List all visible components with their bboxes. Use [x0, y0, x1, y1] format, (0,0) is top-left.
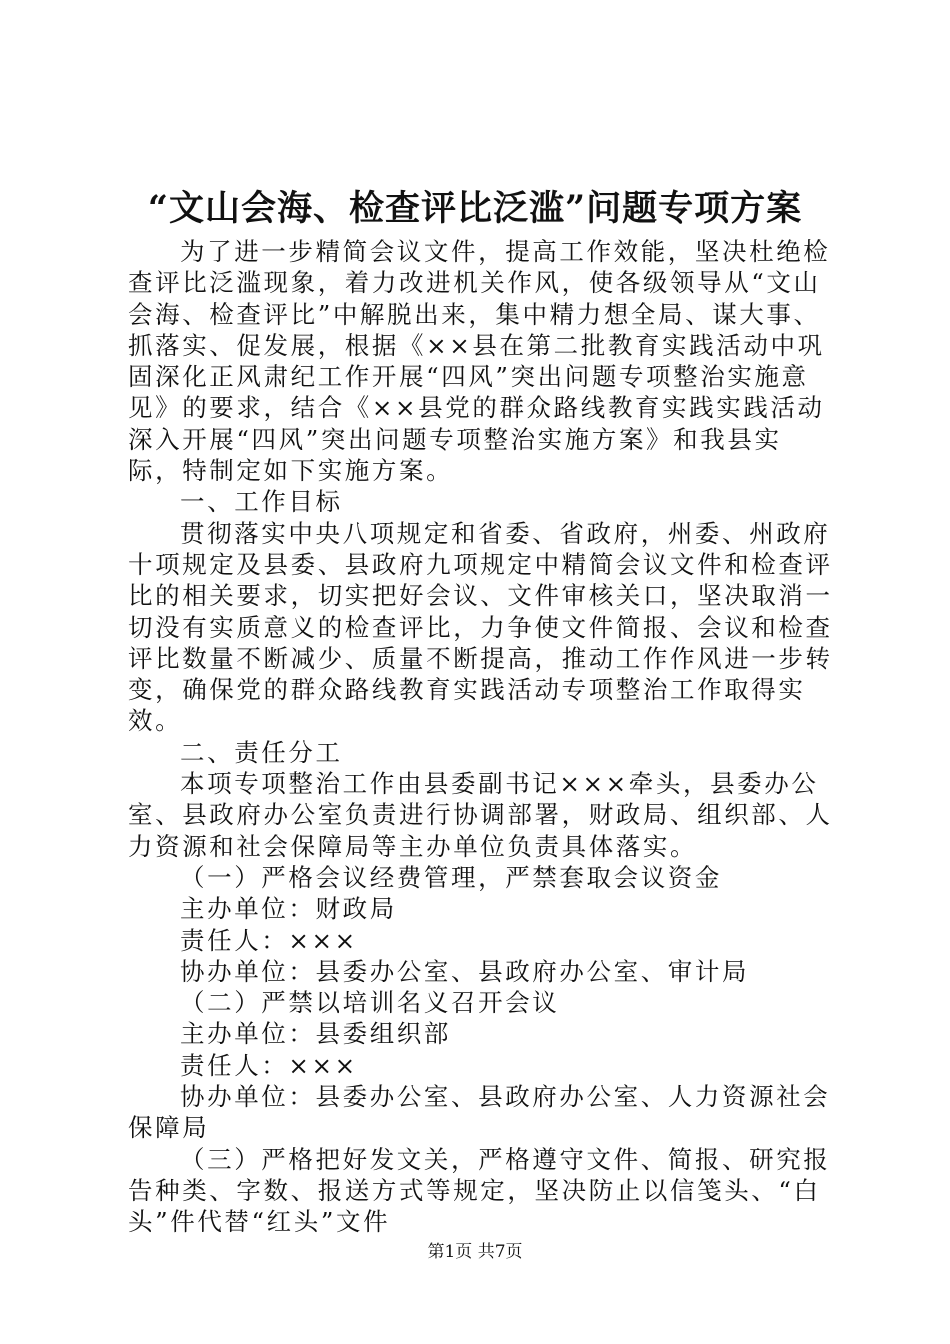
item-heading-1: （一）严格会议经费管理，严禁套取会议资金 — [180, 862, 722, 892]
section-heading-goals: 一、工作目标 — [180, 487, 343, 517]
section-heading-responsibility: 二、责任分工 — [180, 737, 343, 767]
item-heading-2: （二）严禁以培训名义召开会议 — [180, 988, 560, 1018]
document-title: “文山会海、检查评比泛滥”问题专项方案 — [147, 188, 803, 229]
document-body — [128, 236, 833, 1238]
item-2-assisting-units: 协办单位：县委办公室、县政府办公室、人力资源社会保障局 — [128, 1082, 831, 1143]
paragraph-goals: 贯彻落实中央八项规定和省委、省政府，州委、州政府十项规定及县委、县政府九项规定中精简会议文件和检查评比的相关要求，切实把好会议、文件审核关口，坚决取消一切没有实质意义的检查评比，力争使文件简报、会议和检查评比数量不断减少、质量不断提高，推动工作作风进一步转变，确保党的群众路线教育实践活动专项整治工作取得实效。 — [128, 518, 833, 736]
paragraph-responsibility: 本项专项整治工作由县委副书记×××牵头，县委办公室、县政府办公室负责进行协调部署，财政局、组织部、人力资源和社会保障局等主办单位负责具体落实。 — [128, 769, 833, 861]
page-number: 第1页 共7页 — [427, 1242, 523, 1262]
item-1-responsible-person: 责任人：××× — [180, 925, 358, 955]
item-1-host-unit: 主办单位：财政局 — [180, 894, 397, 924]
item-2-responsible-person: 责任人：××× — [180, 1050, 358, 1080]
item-heading-3: （三）严格把好发文关，严格遵守文件、简报、研究报告种类、字数、报送方式等规定，坚决防止以信笺头、“白头”件代替“红头”文件 — [128, 1144, 831, 1237]
item-2-host-unit: 主办单位：县委组织部 — [180, 1019, 451, 1049]
item-1-assisting-units: 协办单位：县委办公室、县政府办公室、审计局 — [180, 956, 750, 986]
paragraph-intro: 为了进一步精简会议文件，提高工作效能，坚决杜绝检查评比泛滥现象，着力改进机关作风，使各级领导从“文山会海、检查评比”中解脱出来，集中精力想全局、谋大事、抓落实、促发展，根据《××县在第二批教育实践活动中巩固深化正风肃纪工作开展“四风”突出问题专项整治实施意见》的要求，结合《××县党的群众路线教育实践实践活动深入开展“四风”突出问题专项整治实施方案》和我县实际，特制定如下实施方案。 — [128, 237, 831, 486]
